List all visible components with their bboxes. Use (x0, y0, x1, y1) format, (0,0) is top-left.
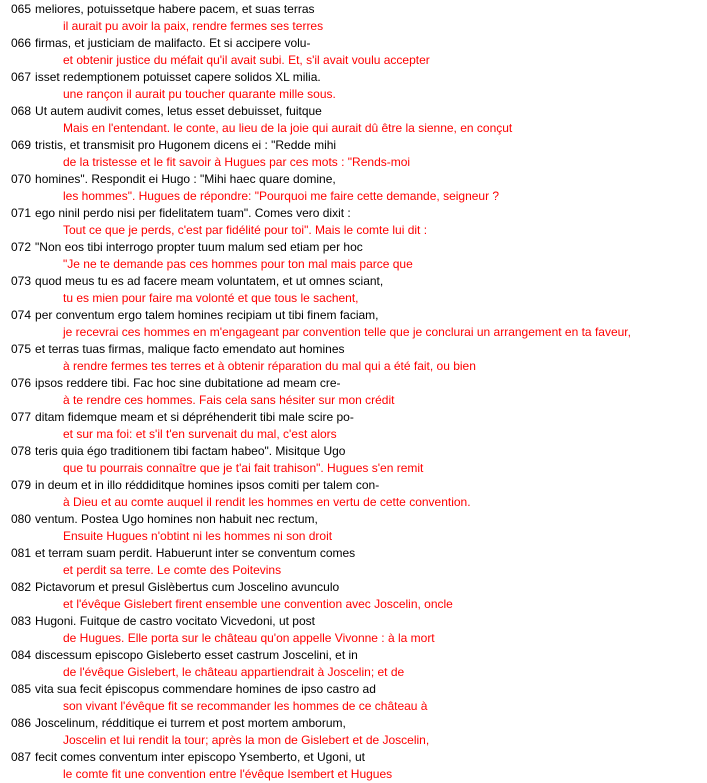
french-translation: Tout ce que je perds, c'est par fidélité pour toi". Mais le comte lui dit : (63, 223, 428, 237)
line-number: 071 (11, 206, 32, 220)
latin-text: firmas, et justiciam de malifacto. Et si accipere volu- (35, 36, 311, 50)
verse-entry (11, 545, 705, 579)
line-number: 086 (11, 716, 32, 730)
latin-line (11, 715, 705, 732)
verse-entry (11, 647, 705, 681)
document-text (11, 1, 705, 783)
verse-entry (11, 579, 705, 613)
latin-text: discessum episcopo Gisleberto esset castrum Joscelini, et in (35, 648, 358, 662)
verse-entry (11, 613, 705, 647)
verse-entry (11, 239, 705, 273)
line-number: 085 (11, 682, 32, 696)
french-translation: et l'évêque Gislebert firent ensemble une convention avec Joscelin, oncle (63, 597, 453, 611)
latin-line (11, 307, 705, 324)
latin-line (11, 375, 705, 392)
french-translation: une rançon il aurait pu toucher quarante mille sous. (63, 87, 336, 101)
verse-entry (11, 409, 705, 443)
line-number: 080 (11, 512, 32, 526)
verse-entry (11, 69, 705, 103)
french-translation: Mais en l'entendant. le conte, au lieu de la joie qui aurait dû être la sienne, en conçut (63, 121, 513, 135)
french-translation: que tu pourrais connaître que je t'ai fait trahison". Hugues s'en remit (63, 461, 424, 475)
verse-entry (11, 443, 705, 477)
latin-text: isset redemptionem potuisset capere solidos XL milia. (35, 70, 321, 84)
latin-text: Ut autem audivit comes, letus esset debuisset, fuitque (35, 104, 322, 118)
line-number: 077 (11, 410, 32, 424)
latin-line (11, 647, 705, 664)
line-number: 083 (11, 614, 32, 628)
latin-line (11, 749, 705, 766)
latin-line (11, 35, 705, 52)
french-translation: tu es mien pour faire ma volonté et que tous le sachent, (63, 291, 359, 305)
latin-text: meliores, potuissetque habere pacem, et suas terras (35, 2, 315, 16)
latin-line (11, 341, 705, 358)
french-translation: "Je ne te demande pas ces hommes pour ton mal mais parce que (63, 257, 413, 271)
french-translation: à rendre fermes tes terres et à obtenir réparation du mal qui a été fait, ou bien (63, 359, 476, 373)
latin-text: Pictavorum et presul Gislèbertus cum Joscelino avunculo (35, 580, 340, 594)
line-number: 065 (11, 2, 32, 16)
line-number: 066 (11, 36, 32, 50)
line-number: 068 (11, 104, 32, 118)
line-number: 082 (11, 580, 32, 594)
french-translation: de Hugues. Elle porta sur le château qu'on appelle Vivonne : à la mort (63, 631, 435, 645)
latin-text: quod meus tu es ad facere meam voluntatem, et ut omnes sciant, (35, 274, 384, 288)
latin-text: per conventum ergo talem homines recipiam ut tibi finem faciam, (35, 308, 379, 322)
latin-line (11, 477, 705, 494)
latin-line (11, 511, 705, 528)
latin-text: et terras tuas firmas, malique facto emendato aut homines (35, 342, 345, 356)
french-translation: à Dieu et au comte auquel il rendit les hommes en vertu de cette convention. (63, 495, 471, 509)
french-translation: le comte fit une convention entre l'évêque Isembert et Hugues (63, 767, 393, 781)
verse-entry (11, 715, 705, 749)
latin-line (11, 171, 705, 188)
latin-line (11, 545, 705, 562)
latin-line (11, 613, 705, 630)
french-translation: il aurait pu avoir la paix, rendre fermes ses terres (63, 19, 324, 33)
latin-line (11, 443, 705, 460)
latin-text: homines". Respondit ei Hugo : "Mihi haec quare domine, (35, 172, 336, 186)
verse-entry (11, 205, 705, 239)
latin-line (11, 103, 705, 120)
verse-entry (11, 341, 705, 375)
line-number: 070 (11, 172, 32, 186)
line-number: 084 (11, 648, 32, 662)
verse-entry (11, 511, 705, 545)
latin-text: et terram suam perdit. Habuerunt inter se conventum comes (35, 546, 356, 560)
french-translation: de la tristesse et le fit savoir à Hugues par ces mots : "Rends-moi (63, 155, 411, 169)
verse-entry (11, 103, 705, 137)
verse-entry (11, 307, 705, 341)
french-translation: les hommes". Hugues de répondre: "Pourquoi me faire cette demande, seigneur ? (63, 189, 500, 203)
latin-line (11, 205, 705, 222)
latin-text: fecit comes conventum inter episcopo Ysemberto, et Ugoni, ut (35, 750, 365, 764)
french-translation: Joscelin et lui rendit la tour; après la mon de Gislebert et de Joscelin, (63, 733, 430, 747)
french-translation: et obtenir justice du méfait qu'il avait subi. Et, s'il avait voulu accepter (63, 53, 430, 67)
latin-line (11, 681, 705, 698)
line-number: 072 (11, 240, 32, 254)
french-translation: de l'évêque Gislebert, le château appartiendrait à Joscelin; et de (63, 665, 405, 679)
verse-entry (11, 375, 705, 409)
latin-text: ipsos reddere tibi. Fac hoc sine dubitatione ad meam cre- (35, 376, 341, 390)
verse-entry (11, 273, 705, 307)
latin-line (11, 273, 705, 290)
line-number: 067 (11, 70, 32, 84)
latin-text: ego ninil perdo nisi per fidelitatem tuam". Comes vero dixit : (35, 206, 351, 220)
line-number: 078 (11, 444, 32, 458)
line-number: 087 (11, 750, 32, 764)
latin-line (11, 69, 705, 86)
latin-text: Joscelinum, rédditique ei turrem et post mortem amborum, (35, 716, 346, 730)
line-number: 076 (11, 376, 32, 390)
french-translation: son vivant l'évêque fit se recommander les hommes de ce château à (63, 699, 428, 713)
verse-entry (11, 137, 705, 171)
latin-text: "Non eos tibi interrogo propter tuum malum sed etiam per hoc (35, 240, 363, 254)
verse-entry (11, 35, 705, 69)
french-translation: je recevrai ces hommes en m'engageant par convention telle que je conclurai un arrangement en ta faveur, (63, 325, 631, 339)
latin-line (11, 1, 705, 18)
latin-text: teris quia égo traditionem tibi factam habeo". Misitque Ugo (35, 444, 346, 458)
french-translation: à te rendre ces hommes. Fais cela sans hésiter sur mon crédit (63, 393, 395, 407)
french-translation: et sur ma foi: et s'il t'en survenait du mal, c'est alors (63, 427, 337, 441)
verse-entry (11, 749, 705, 783)
latin-text: in deum et in illo réddiditque homines ipsos comiti per talem con- (35, 478, 380, 492)
line-number: 075 (11, 342, 32, 356)
line-number: 074 (11, 308, 32, 322)
latin-line (11, 137, 705, 154)
line-number: 079 (11, 478, 32, 492)
line-number: 069 (11, 138, 32, 152)
french-translation: Ensuite Hugues n'obtint ni les hommes ni son droit (63, 529, 333, 543)
latin-text: vita sua fecit épiscopus commendare homines de ipso castro ad (35, 682, 376, 696)
french-translation: et perdit sa terre. Le comte des Poitevins (63, 563, 282, 577)
line-number: 073 (11, 274, 32, 288)
verse-entry (11, 171, 705, 205)
line-number: 081 (11, 546, 32, 560)
latin-text: Hugoni. Fuitque de castro vocitato Vicvedoni, ut post (35, 614, 315, 628)
verse-entry (11, 1, 705, 35)
verse-entry (11, 477, 705, 511)
latin-text: ventum. Postea Ugo homines non habuit nec rectum, (35, 512, 318, 526)
verse-entry (11, 681, 705, 715)
latin-line (11, 239, 705, 256)
latin-line (11, 409, 705, 426)
latin-text: ditam fidemque meam et si dépréhenderit tibi male scire po- (35, 410, 354, 424)
latin-text: tristis, et transmisit pro Hugonem dicens ei : "Redde mihi (35, 138, 337, 152)
latin-line (11, 579, 705, 596)
